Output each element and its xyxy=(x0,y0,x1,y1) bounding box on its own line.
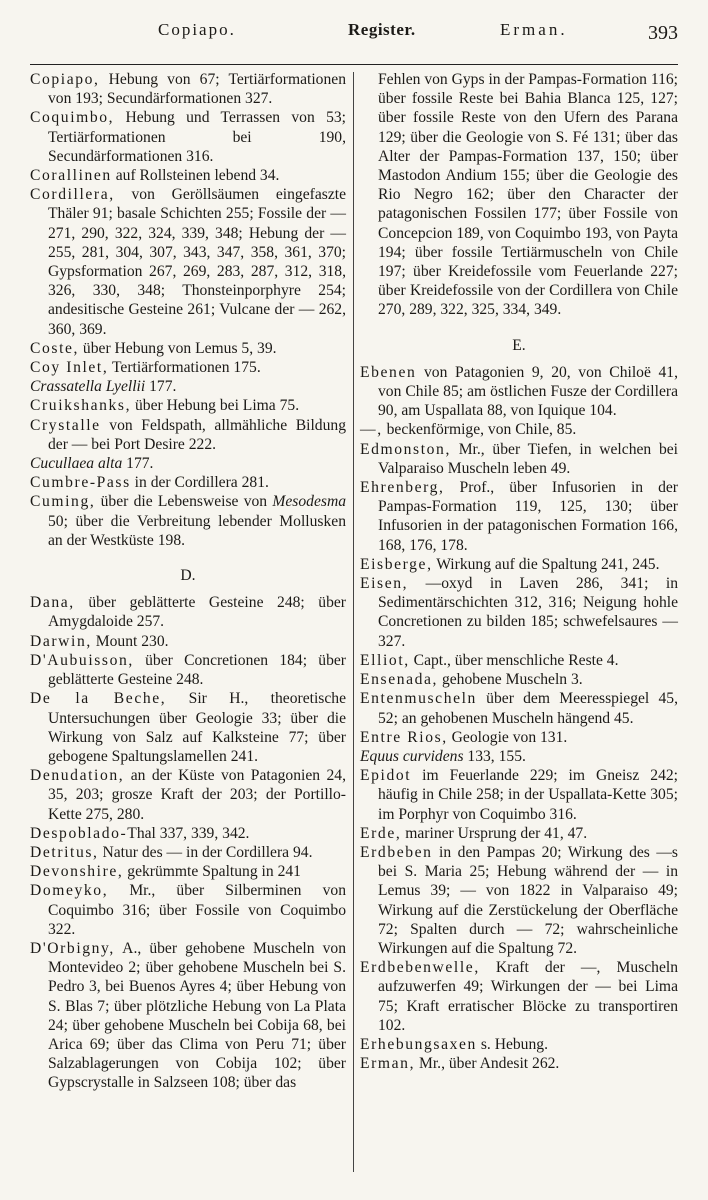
index-term: Coquimbo, xyxy=(30,109,115,127)
index-term: D'Aubuisson, xyxy=(30,651,134,669)
index-entry xyxy=(360,824,678,843)
index-entry xyxy=(30,651,346,689)
index-text: mariner Ursprung der 41, 47. xyxy=(401,824,588,842)
index-entry xyxy=(360,555,678,574)
index-term: Crassatella Lyellii xyxy=(30,378,146,396)
index-entry xyxy=(360,747,678,766)
index-entry xyxy=(360,958,678,1035)
index-text: über Hebung von Lemus 5, 39. xyxy=(79,339,277,357)
index-text: 177. xyxy=(122,455,154,473)
index-text: Kraft der —, Muscheln aufzuwerfen 49; Wirkungen der — bei Lima 75; Kraft erratischer Blöcke zu transportiren 102. xyxy=(378,959,678,1034)
index-text: über die Lebensweise von xyxy=(95,493,273,511)
index-term: Equus curvidens xyxy=(360,747,464,765)
index-text: Geologie von 131. xyxy=(447,728,568,746)
index-text: beckenförmige, von Chile, 85. xyxy=(382,421,577,439)
header-rule xyxy=(30,64,678,65)
index-entry xyxy=(30,416,346,454)
index-entry xyxy=(360,728,678,747)
index-term: Dana, xyxy=(30,594,75,612)
index-text: Mount 230. xyxy=(91,632,169,650)
section-letter: E. xyxy=(512,336,526,354)
index-entry xyxy=(30,70,346,108)
index-text: Capt., über menschliche Reste 4. xyxy=(409,651,619,669)
index-term: Coste, xyxy=(30,339,80,357)
index-term: Erde, xyxy=(360,824,402,842)
index-term: Despoblado- xyxy=(30,824,128,842)
index-entry xyxy=(30,396,346,415)
index-entry xyxy=(360,1035,678,1054)
index-entry xyxy=(30,454,346,473)
index-term: Cuming, xyxy=(30,493,96,511)
index-term: Ebenen xyxy=(360,363,417,381)
page-number: 393 xyxy=(648,22,678,44)
index-term: Copiapo, xyxy=(30,71,100,88)
left-column xyxy=(30,70,346,1093)
index-emphasis: Mesodesma xyxy=(272,493,346,511)
index-term: Denudation, xyxy=(30,767,125,785)
index-text: Fehlen von Gyps in der Pampas-Formation 116; über fossile Reste bei Bahia Blanca 125, 127; über fossile Reste von den Ufern des Parana 129; über die Geologie von S. Fé 131; über das Alter der Pampas-Formation 137, 150; über Mastodon Andium 155; über die Geologie des Rio Negro 162; über den Character der patagonischen Fossilen 177; über Fossile von Concepcion 189, von Coquimbo 193, von Payta 194; über fossile Tertiärmuscheln von Chile 197; über Kreidefossile vom Feuerlande 227; über Kreidefossile von der Cordillera von Chile 270, 289, 322, 325, 334, 349. xyxy=(378,71,679,319)
index-entry xyxy=(30,108,346,166)
index-term: Devonshire, xyxy=(30,863,124,881)
index-entry xyxy=(360,651,678,670)
index-text: Wirkung auf die Spaltung 241, 245. xyxy=(432,555,660,573)
index-text: von Feldspath, allmähliche Bildung der — bei Port Desire 222. xyxy=(48,416,346,453)
index-text: über dem Meeresspiegel 45, 52; an gehobenen Muscheln hängend 45. xyxy=(378,690,678,727)
index-text: Hebung von 67; Tertiärformationen von 193; Secundärformationen 327. xyxy=(48,71,346,108)
index-entry xyxy=(30,632,346,651)
index-entry xyxy=(360,363,678,421)
index-term: Coy Inlet, xyxy=(30,359,109,377)
index-term: —, xyxy=(360,421,383,439)
index-entry xyxy=(30,473,346,492)
index-text: im Feuerlande 229; im Gneisz 242; häufig in Chile 258; in der Uspallata-Kette 305; im Porphyr von Coquimbo 316. xyxy=(378,767,678,823)
index-text: A., über gehobene Muscheln von Montevideo 2; über gehobene Muscheln bei S. Pedro 3, bei Buenos Ayres 4; über Hebung von S. Blas 7; über plötzliche Hebung von La Plata 24; über gehobene Muscheln bei Cobija 68, bei Arica 69; über das Clima von Peru 71; über Salzablagerungen von Cobija 102; über Gypscrystalle in Salzseen 108; über das xyxy=(48,939,346,1092)
index-term: Cucullaea alta xyxy=(30,455,123,473)
index-text: von Patagonien 9, 20, von Chiloë 41, von Chile 85; am östlichen Fusze der Cordillera 90, am Uspallata 88, von Iquique 104. xyxy=(378,363,678,420)
index-term: Ehrenberg, xyxy=(360,479,445,497)
index-term: Erhebungsaxen xyxy=(360,1035,477,1053)
index-text: über geblätterte Gesteine 248; über Amygdaloide 257. xyxy=(48,594,346,631)
index-text: auf Rollsteinen lebend 34. xyxy=(111,167,280,185)
index-term: Cordillera, xyxy=(30,186,115,204)
index-term: D'Orbigny, xyxy=(30,939,115,957)
index-term: Erdbeben xyxy=(360,843,433,861)
index-text: an der Küste von Patagonien 24, 35, 203; grosze Kraft der 203; der Portillo-Kette 275, 280. xyxy=(48,767,346,823)
index-term: Domeyko, xyxy=(30,882,109,900)
index-text: Mr., über Silberminen von Coquimbo 316; über Fossile von Coquimbo 322. xyxy=(48,882,346,938)
index-text: von Geröllsäumen eingefaszte Thäler 91; basale Schichten 255; Fossile der — 271, 290, 322, 324, 339, 348; Hebung der — 255, 281, 304, 307, 343, 347, 358, 361, 370; Gypsformation 267, 269, 283, 287, 312, 318, 326, 330, 348; Thonsteinporphyre 254; andesitische Gesteine 261; Vulcane der — 262, 360, 369. xyxy=(48,186,346,338)
index-text: Hebung und Terrassen von 53; Tertiärformationen bei 190, Secundärformationen 316. xyxy=(48,109,346,165)
header-left-keyword: Copiapo. xyxy=(158,20,236,39)
index-entry xyxy=(30,339,346,358)
header-title: Register. xyxy=(348,20,416,39)
index-term: Cumbre-Pass xyxy=(30,474,131,492)
index-text: in der Cordillera 281. xyxy=(130,474,269,492)
index-term: Crystalle xyxy=(30,416,101,434)
index-term: Erman, xyxy=(360,1055,416,1073)
index-text: über Concretionen 184; über geblätterte Gesteine 248. xyxy=(48,651,346,689)
index-term: Eisen, xyxy=(360,575,409,593)
index-term: Ensenada, xyxy=(360,671,439,689)
right-column xyxy=(360,70,678,1073)
index-text: Prof., über Infusorien in der Pampas-Formation 119, 125, 130; über Infusorien in der patagonischen Formation 166, 168, 176, 178. xyxy=(378,479,678,554)
index-text: Thal 337, 339, 342. xyxy=(127,824,250,842)
index-text: Sir H., theoretische Untersuchungen über Geologie 33; über die Wirkung von Salz auf Kalksteine 77; über gebogene Spaltungslamellen 241. xyxy=(48,690,346,765)
index-entry xyxy=(360,574,678,651)
index-entry xyxy=(360,843,678,958)
section-letter: D. xyxy=(180,567,196,585)
index-entry xyxy=(360,766,678,824)
index-entry xyxy=(30,492,346,550)
index-term: Epidot xyxy=(360,767,412,785)
index-text: in den Pampas 20; Wirkung des —s bei S. Maria 25; Hebung während der — in Lemus 39; — von 1822 in Valparaiso 49; Wirkung auf die Zerstückelung der Oberfläche 72; Spalten durch — 72; wahrscheinliche Wirkungen auf die Spaltung 72. xyxy=(378,843,678,957)
index-text: über Hebung bei Lima 75. xyxy=(131,397,300,415)
index-text: —oxyd in Laven 286, 341; in Sedimentärschichten 312, 316; Neigung hohle Concretionen zu bilden 185; schwefelsaures — 327. xyxy=(378,575,678,650)
index-term: Entre Rios, xyxy=(360,728,448,746)
index-entry xyxy=(360,1054,678,1073)
index-text: s. Hebung. xyxy=(476,1035,548,1053)
index-term: Entenmuscheln xyxy=(360,690,477,708)
index-entry xyxy=(30,358,346,377)
index-entry xyxy=(30,593,346,631)
index-term: Darwin, xyxy=(30,632,92,650)
index-entry xyxy=(30,881,346,939)
index-text: Mr., über Andesit 262. xyxy=(415,1055,560,1073)
index-text-rest: 50; über die Verbreitung lebender Mollusken an der Westküste 198. xyxy=(48,512,346,549)
index-text: 133, 155. xyxy=(463,747,526,765)
index-entry xyxy=(360,420,678,439)
index-text: Tertiärformationen 175. xyxy=(108,359,261,377)
index-entry xyxy=(360,440,678,478)
index-term: Cruikshanks, xyxy=(30,397,132,415)
index-entry xyxy=(30,939,346,1093)
index-term: Edmonston, xyxy=(360,440,451,458)
column-divider xyxy=(353,72,354,1172)
index-term: Detritus, xyxy=(30,843,99,861)
index-entry xyxy=(30,689,346,766)
header-right-keyword: Erman. xyxy=(500,20,568,39)
index-entry xyxy=(30,377,346,396)
index-entry xyxy=(30,185,346,339)
index-entry xyxy=(360,70,678,320)
index-entry xyxy=(30,862,346,881)
index-entry xyxy=(30,166,346,185)
index-text: gekrümmte Spaltung in 241 xyxy=(123,863,301,881)
index-term: Erdbebenwelle, xyxy=(360,959,480,977)
running-header xyxy=(30,16,678,52)
index-entry xyxy=(360,689,678,727)
index-entry xyxy=(30,766,346,824)
index-term: Corallinen xyxy=(30,167,112,185)
index-entry xyxy=(30,824,346,843)
index-term: Eisberge, xyxy=(360,555,433,573)
index-text: Natur des — in der Cordillera 94. xyxy=(98,843,313,861)
index-text: 177. xyxy=(145,378,177,396)
index-entry xyxy=(30,843,346,862)
index-entry xyxy=(360,478,678,555)
index-term: Elliot, xyxy=(360,651,410,669)
index-entry xyxy=(360,670,678,689)
index-text: Mr., über Tiefen, in welchen bei Valparaiso Muscheln leben 49. xyxy=(378,440,678,477)
index-term: De la Beche, xyxy=(30,690,167,708)
index-text: gehobene Muscheln 3. xyxy=(438,671,583,689)
